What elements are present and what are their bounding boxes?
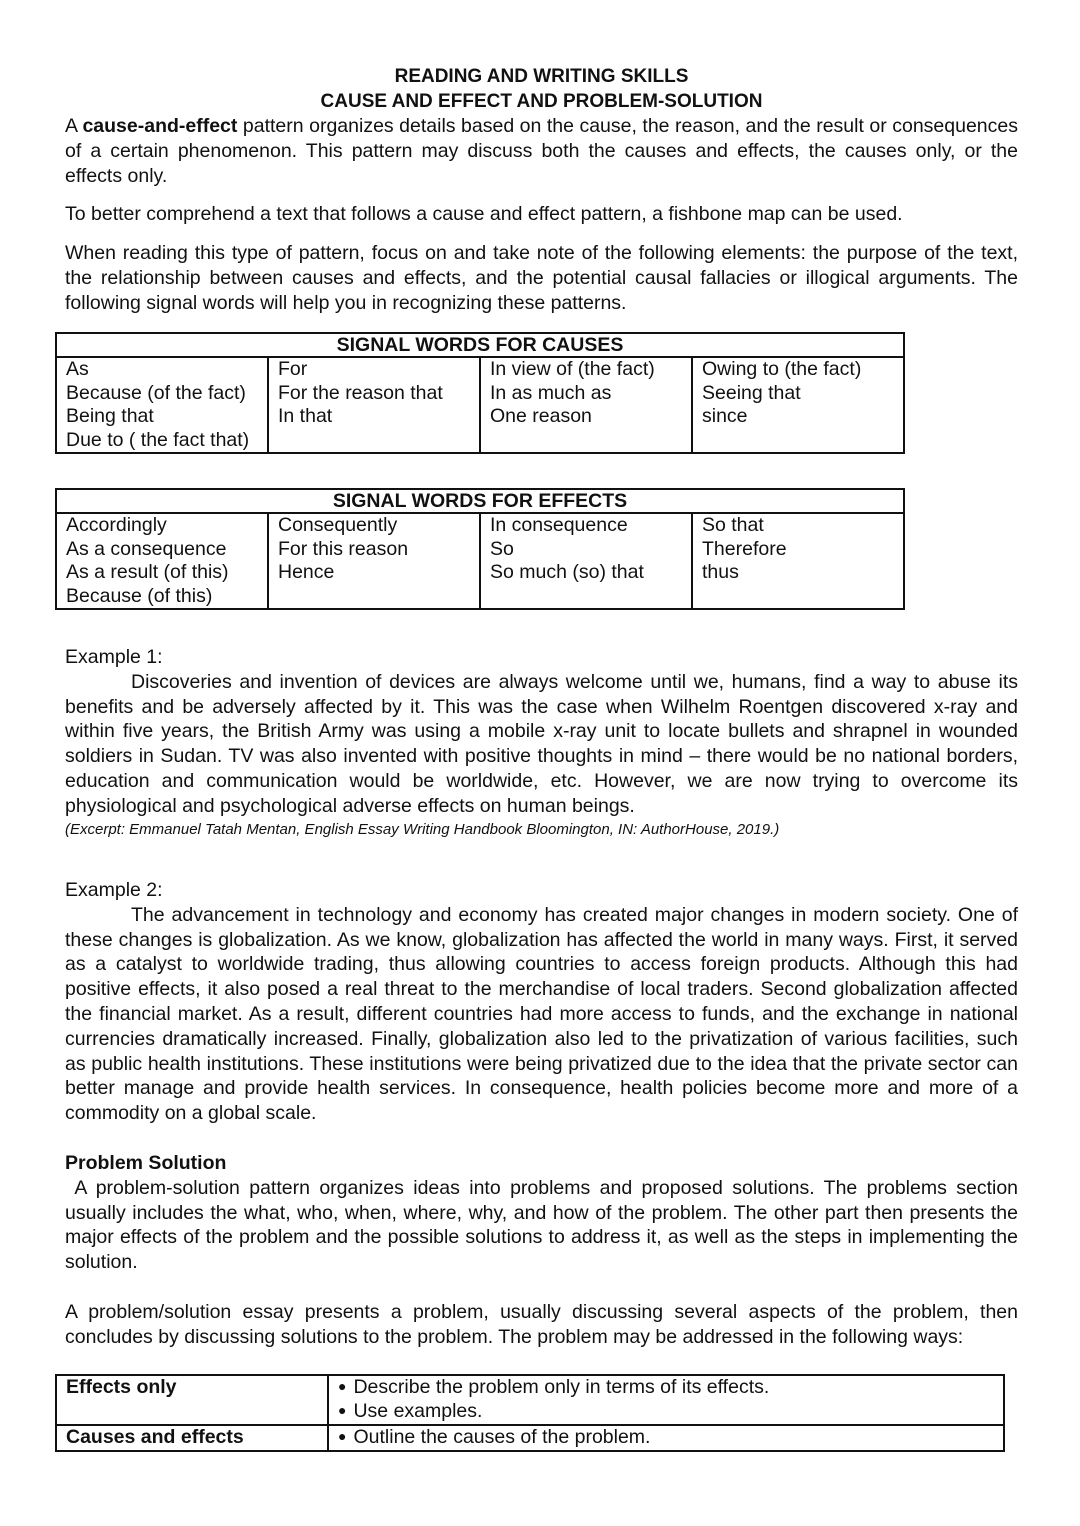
causes-word: Being that: [66, 405, 154, 427]
effects-word: So that: [702, 514, 764, 536]
effects-word: As a consequence: [66, 537, 227, 560]
causes-word: Due to ( the fact that): [66, 428, 250, 451]
causes-word: As: [66, 358, 89, 380]
causes-column-3: [480, 357, 692, 453]
table-row: [56, 1375, 1004, 1425]
example-1-citation: (Excerpt: Emmanuel Tatah Mentan, English Essay Writing Handbook Bloomington, IN: AuthorHouse, 2019.): [65, 820, 780, 838]
effects-column-1: [56, 513, 268, 609]
intro-rest: pattern organizes details based on the cause, the reason, and the result or consequences of a certain phenomenon. This pattern may discuss both the causes and effects, the causes only, or the effects only.: [65, 115, 1018, 187]
causes-column-1: [56, 357, 268, 453]
problem-solution-heading: Problem Solution: [65, 1152, 227, 1174]
effects-word: Therefore: [702, 537, 787, 560]
ways-row-bullets: [328, 1425, 1004, 1451]
problem-ways-table: [55, 1374, 1005, 1452]
signal-words-causes-table: [55, 332, 905, 454]
intro-paragraph: [65, 114, 1018, 188]
causes-column-2: [268, 357, 480, 453]
causes-word: One reason: [490, 405, 592, 427]
causes-word: For the reason that: [278, 381, 443, 404]
effects-word: Because (of this): [66, 584, 213, 607]
effects-word: Hence: [278, 561, 335, 583]
effects-table-header: SIGNAL WORDS FOR EFFECTS: [56, 489, 904, 513]
intro-term: cause-and-effect: [82, 115, 238, 137]
effects-column-4: [692, 513, 904, 609]
causes-word: For: [278, 358, 308, 380]
title-line-1: READING AND WRITING SKILLS: [394, 66, 689, 87]
effects-word: Consequently: [278, 514, 398, 536]
ways-bullet: ● Outline the causes of the problem.: [338, 1426, 994, 1450]
causes-word: since: [702, 405, 748, 427]
causes-word: In that: [278, 405, 333, 427]
effects-column-3: [480, 513, 692, 609]
title-line-2: CAUSE AND EFFECT AND PROBLEM-SOLUTION: [320, 91, 763, 112]
intro-lead: A: [65, 115, 83, 137]
effects-word: In consequence: [490, 514, 628, 536]
effects-word: So much (so) that: [490, 561, 644, 583]
causes-word: In view of (the fact): [490, 358, 655, 380]
table-row: [56, 1425, 1004, 1451]
fishbone-paragraph: To better comprehend a text that follows a cause and effect pattern, a fishbone map can be used.: [65, 203, 903, 226]
problem-solution-section: [65, 1151, 1024, 1349]
effects-word: thus: [702, 561, 739, 583]
effects-word: For this reason: [278, 537, 409, 560]
effects-column-2: [268, 513, 480, 609]
example-2-label: Example 2:: [65, 879, 163, 901]
causes-word: Owing to (the fact): [702, 358, 862, 380]
example-2-section: [65, 878, 1018, 1126]
problem-solution-paragraph-1: A problem-solution pattern organizes ideas into problems and proposed solutions. The problems section usually includes the what, who, when, where, why, and how of the problem. The other part then presents the major effects of the problem and the possible solutions to address it, as well as the steps in implementing the solution.: [65, 1176, 1024, 1274]
problem-solution-paragraph-2: A problem/solution essay presents a problem, usually discussing several aspects of the problem, then concludes by discussing solutions to the problem. The problem may be addressed in the following ways:: [65, 1300, 1018, 1348]
ways-row-label: Effects only: [56, 1375, 328, 1425]
ways-bullet: ● Use examples.: [338, 1400, 994, 1424]
example-2-text: The advancement in technology and economy has created major changes in modern society. One of these changes is globalization. As we know, globalization has affected the world in many ways. First, it served as a catalyst to worldwide trading, thus allowing countries to access foreign products. Although this had positive effects, it also posed a real threat to the merchandise of local traders. Second globalization affected the financial market. As a result, different countries had more access to funds, and the exchange in national currencies dramatically increased. Finally, globalization also led to the privatization of various facilities, such as public health institutions. These institutions were being privatized due to the idea that the private sector can better manage and provide health services. In consequence, health policies become more and more of a commodity on a global scale.: [65, 903, 1018, 1125]
effects-word: Accordingly: [66, 514, 167, 536]
signal-words-effects-table: [55, 488, 905, 610]
example-1-text: Discoveries and invention of devices are always welcome until we, humans, find a way to abuse its benefits and be adversely affected by it. This was the case when Wilhelm Roentgen discovered x-ray and within five years, the British Army was using a mobile x-ray unit to locate bullets and shrapnel in wounded soldiers in Sudan. TV was also invented with positive thoughts in mind – there would be no national borders, education and communication would be worldwide, etc. However, we are now trying to overcome its physiological and psychological adverse effects on human beings.: [65, 670, 1018, 817]
example-1-section: [65, 645, 1018, 841]
causes-column-4: [692, 357, 904, 453]
effects-word: So: [490, 537, 514, 560]
causes-word: In as much as: [490, 381, 612, 404]
causes-word: Because (of the fact): [66, 381, 246, 404]
ways-bullet: ● Describe the problem only in terms of its effects.: [338, 1376, 994, 1400]
effects-word: As a result (of this): [66, 561, 229, 583]
ways-row-bullets: [328, 1375, 1004, 1425]
reading-note-paragraph: When reading this type of pattern, focus on and take note of the following elements: the purpose of the text, the relationship between causes and effects, and the potential causal fallacies or illogical arguments. The following signal words will help you in recognizing these patterns.: [65, 242, 1018, 314]
causes-table-header: SIGNAL WORDS FOR CAUSES: [56, 333, 904, 357]
example-1-label: Example 1:: [65, 646, 163, 668]
ways-row-label: Causes and effects: [56, 1425, 328, 1451]
document-body: [65, 64, 1018, 316]
causes-word: Seeing that: [702, 381, 801, 404]
